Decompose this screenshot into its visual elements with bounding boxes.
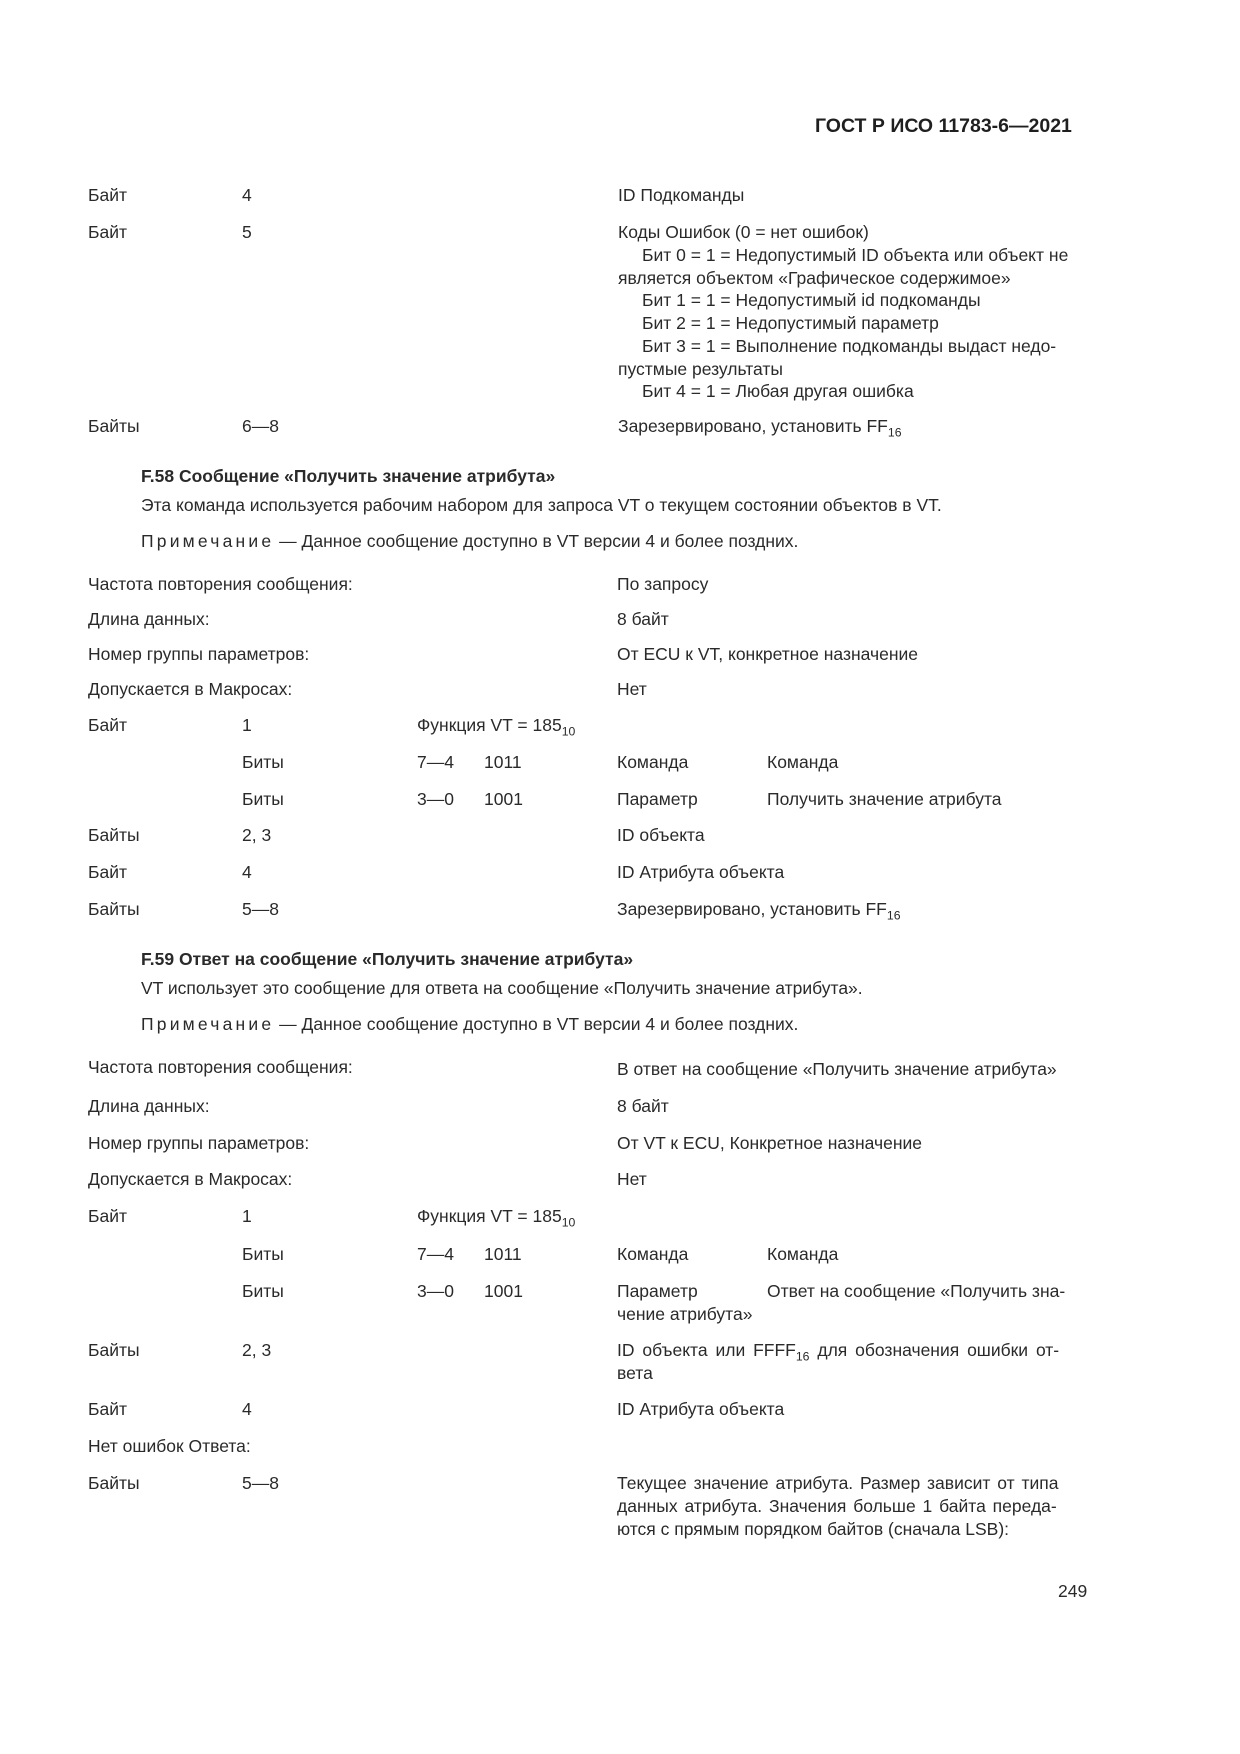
bits-label: Биты <box>242 789 284 809</box>
row-index: 1 <box>242 1206 252 1226</box>
row-index: 1 <box>242 715 252 735</box>
row-index: 4 <box>242 1399 252 1419</box>
error-bit-line: Бит 4 = 1 = Любая другая ошибка <box>642 381 914 402</box>
error-codes-title: Коды Ошибок (0 = нет ошибок) <box>618 222 869 242</box>
param-value: Нет <box>617 679 647 699</box>
bits-label: Биты <box>242 1244 284 1264</box>
row-desc-block <box>617 1472 1087 1540</box>
param-value: От ECU к VT, конкретное назначение <box>617 644 919 664</box>
row-index: 5 <box>242 222 252 242</box>
row-desc-line: данных атрибута. Значения больше 1 байта переда- <box>617 1495 1057 1516</box>
row-desc-cont: вета <box>617 1362 653 1383</box>
error-bit-line: Бит 2 = 1 = Недопустимый параметр <box>642 313 939 333</box>
row-label: Байты <box>88 899 140 919</box>
param-value: По запросу <box>617 574 709 594</box>
no-errors-label: Нет ошибок Ответа: <box>88 1436 251 1456</box>
param-label: Допускается в Макросах: <box>88 1169 293 1189</box>
param-label: Частота повторения сообщения: <box>88 574 353 594</box>
param-label: Номер группы параметров: <box>88 1133 310 1153</box>
bits-name: Команда <box>617 1244 689 1264</box>
param-value: 8 байт <box>617 1096 669 1116</box>
param-label: Номер группы параметров: <box>88 644 310 664</box>
note-label: Примечание <box>141 1014 275 1034</box>
note-text: — Данное сообщение доступно в VT версии 4 и более поздних. <box>274 531 799 551</box>
bits-range: 7—4 <box>417 1244 454 1264</box>
bits-desc: Команда <box>767 752 839 772</box>
vt-function: Функция VT = $185_{10}$ <box>417 715 576 739</box>
row-label: Байты <box>88 1473 140 1493</box>
row-index: 5—8 <box>242 1473 279 1493</box>
row-desc: Зарезервировано, установить $FF_{16}$ <box>618 416 902 440</box>
section-intro: Эта команда используется рабочим набором для запроса VT о текущем состоянии объектов в VT. <box>141 495 942 515</box>
row-desc-line: ются с прямым порядком байтов (сначала LSB): <box>617 1518 1010 1539</box>
bits-name: Команда <box>617 752 689 772</box>
section-heading-f59: F.59 Ответ на сообщение «Получить значение атрибута» <box>141 949 634 969</box>
bits-desc: Ответ на сообщение «Получить зна- <box>767 1281 1066 1301</box>
row-index: 2, 3 <box>242 1340 272 1360</box>
row-desc: ID Атрибута объекта <box>617 1399 785 1419</box>
row-label: Байт <box>88 715 128 735</box>
bits-range: 7—4 <box>417 752 454 772</box>
row-index: 6—8 <box>242 416 279 436</box>
section-heading-f58: F.58 Сообщение «Получить значение атрибута» <box>141 466 556 486</box>
param-value: 8 байт <box>617 609 669 629</box>
row-desc: ID объекта <box>617 825 705 845</box>
row-label: Байт <box>88 185 128 205</box>
vt-function: Функция VT = $185_{10}$ <box>417 1206 576 1230</box>
row-label: Байты <box>88 1340 140 1360</box>
bits-name: Параметр <box>617 1281 698 1301</box>
note <box>141 530 798 553</box>
bits-value: 1011 <box>484 1244 522 1264</box>
error-bit-line: пустмые результаты <box>618 358 783 379</box>
bits-desc: Команда <box>767 1244 839 1264</box>
row-desc: Зарезервировано, установить $FF_{16}$ <box>617 899 901 923</box>
error-bit-line: Бит 0 = 1 = Недопустимый ID объекта или объект не <box>642 244 1069 265</box>
bits-desc: Получить значение атрибута <box>767 789 1002 809</box>
row-desc-line: Текущее значение атрибута. Размер зависит от типа <box>617 1473 1059 1493</box>
document-title: ГОСТ Р ИСО 11783-6—2021 <box>815 115 1072 137</box>
bits-desc-block <box>617 1280 1087 1326</box>
note <box>141 1013 798 1036</box>
bits-range: 3—0 <box>417 789 454 809</box>
bits-label: Биты <box>242 752 284 772</box>
section-intro: VT использует это сообщение для ответа на сообщение «Получить значение атрибута». <box>141 978 863 998</box>
bits-label: Биты <box>242 1281 284 1301</box>
param-value: От VT к ECU, Конкретное назначение <box>617 1133 922 1153</box>
param-value: В ответ на сообщение «Получить значение атрибута» <box>617 1059 1057 1079</box>
row-desc: ID Атрибута объекта <box>617 862 785 882</box>
param-label: Частота повторения сообщения: <box>88 1057 353 1077</box>
param-label: Длина данных: <box>88 1096 210 1116</box>
row-desc: ID Подкоманды <box>618 185 745 205</box>
bits-value: 1001 <box>484 789 523 809</box>
row-index: 4 <box>242 185 252 205</box>
row-label: Байт <box>88 1399 128 1419</box>
row-label: Байт <box>88 862 128 882</box>
row-label: Байты <box>88 416 140 436</box>
bits-desc-cont: чение атрибута» <box>617 1303 753 1324</box>
row-index: 2, 3 <box>242 825 272 845</box>
row-index: 4 <box>242 862 252 882</box>
row-desc-block: ID объекта или $FFFF_{16}$ для обозначения ошибки от- вета <box>617 1339 1087 1385</box>
param-value: Нет <box>617 1169 647 1189</box>
error-bit-line: Бит 3 = 1 = Выполнение подкоманды выдаст недо- <box>642 335 1057 356</box>
row-index: 5—8 <box>242 899 279 919</box>
param-label: Допускается в Макросах: <box>88 679 293 699</box>
bits-value: 1011 <box>484 752 522 772</box>
row-label: Байт <box>88 222 128 242</box>
note-text: — Данное сообщение доступно в VT версии 4 и более поздних. <box>274 1014 799 1034</box>
bits-value: 1001 <box>484 1281 523 1301</box>
page-number: 249 <box>1058 1581 1088 1601</box>
bits-range: 3—0 <box>417 1281 454 1301</box>
row-label: Байт <box>88 1206 128 1226</box>
row-label: Байты <box>88 825 140 845</box>
param-label: Длина данных: <box>88 609 210 629</box>
error-bit-line: Бит 1 = 1 = Недопустимый id подкоманды <box>642 290 981 311</box>
error-codes-block <box>618 221 1088 403</box>
note-label: Примечание <box>141 531 275 551</box>
bits-name: Параметр <box>617 789 698 809</box>
error-bit-line: является объектом «Графическое содержимое» <box>618 267 1011 288</box>
